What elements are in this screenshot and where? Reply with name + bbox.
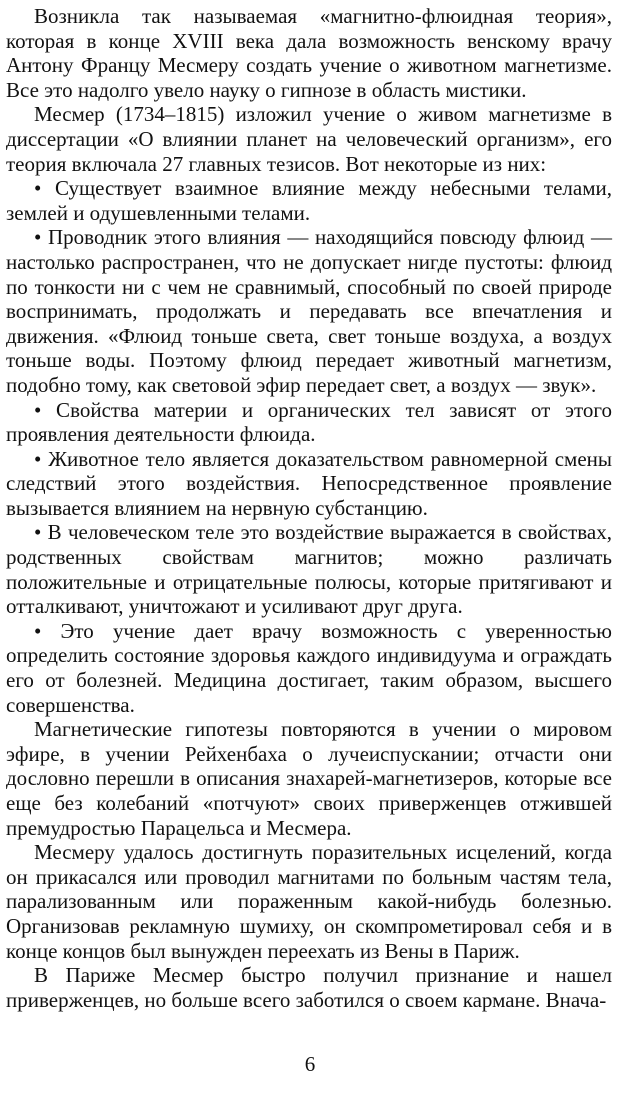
paragraph: Магнетические гипотезы повторяются в учении о мировом эфире, в учении Рейхенбаха о лучеиспускании; отчасти они дословно перешли в описания знахарей-магнетизеров, которые все еще без колебаний «потчуют» своих приверженцев отжившей премудростью Парацельса и Месмера. <box>6 717 612 840</box>
bullet-paragraph: • Животное тело является доказательством равномерной смены следствий этого воздействия. Непосредственное проявление вызывается влиянием на нервную субстанцию. <box>6 446 612 520</box>
paragraph: Месмеру удалось достигнуть поразительных исцелений, когда он прикасался или проводил магнитами по больным частям тела, парализованным или пораженным какой-нибудь болезнью. Организовав рекламную шумиху, он скомпрометировал себя и в конце концов был вынужден переехать из Вены в Париж. <box>6 840 612 963</box>
bullet-paragraph: • В человеческом теле это воздействие выражается в свойствах, родственных свойствам магнитов; можно различать положительные и отрицательные полюсы, которые притягивают и отталкивают, уничтожают и усиливают друг друга. <box>6 520 612 619</box>
body-text <box>6 4 612 1012</box>
paragraph: В Париже Месмер быстро получил признание и нашел приверженцев, но больше всего заботился о своем кармане. Внача- <box>6 963 612 1012</box>
bullet-paragraph: • Проводник этого влияния — находящийся повсюду флюид — настолько распространен, что не допускает нигде пустоты: флюид по тонкости ни с чем не сравнимый, способный по своей природе воспринимать, продолжать и передавать все впечатления и движения. «Флюид тоньше света, свет тоньше воздуха, а воздух тоньше воды. Поэтому флюид передает животный магнетизм, подобно тому, как световой эфир передает свет, а воздух — звук». <box>6 225 612 397</box>
paragraph: Возникла так называемая «магнитно-флюидная теория», которая в конце XVIII века дала возможность венскому врачу Антону Францу Месмеру создать учение о животном магнетизме. Все это надолго увело науку о гипнозе в область мистики. <box>6 4 612 102</box>
paragraph: Месмер (1734–1815) изложил учение о живом магнетизме в диссертации «О влиянии планет на человеческий организм», его теория включала 27 главных тезисов. Вот некоторые из них: <box>6 102 612 176</box>
bullet-paragraph: • Это учение дает врачу возможность с уверенностью определить состояние здоровья каждого индивидуума и ограждать его от болезней. Медицина достигает, таким образом, высшего совершенства. <box>6 618 612 717</box>
bullet-paragraph: • Свойства материи и органических тел зависят от этого проявления деятельности флюида. <box>6 397 612 447</box>
bullet-paragraph: • Существует взаимное влияние между небесными телами, землей и одушевленными телами. <box>6 176 612 225</box>
page-number: 6 <box>304 1052 316 1076</box>
